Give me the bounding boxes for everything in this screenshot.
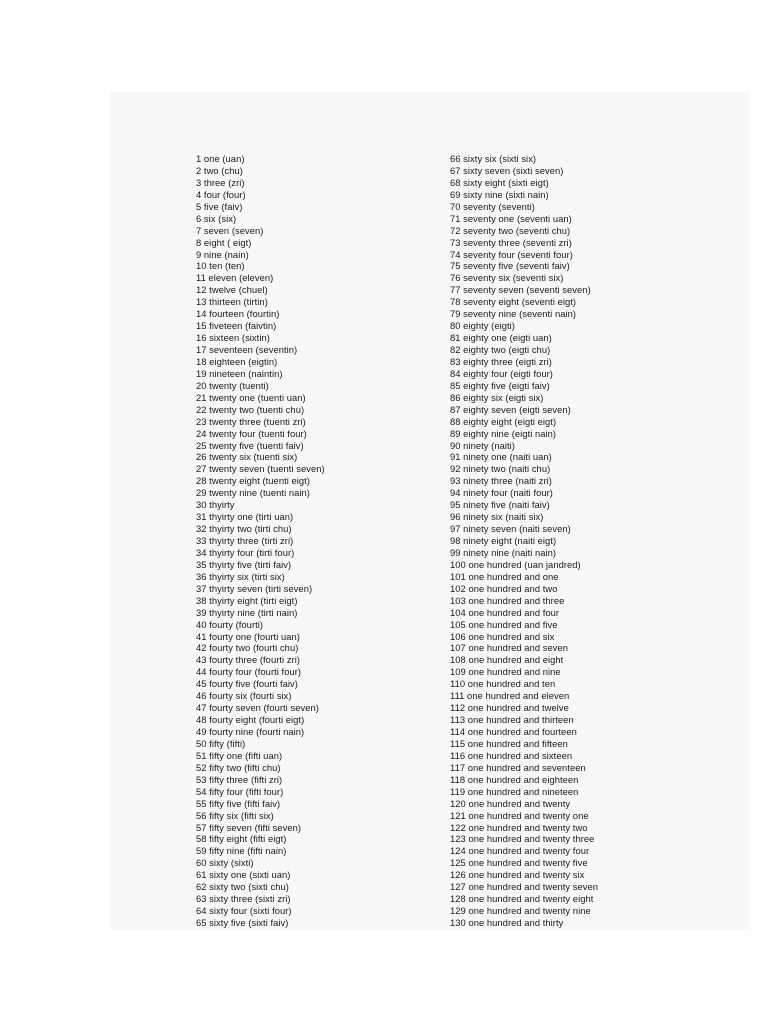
list-item: 12 twelve (chuel) (196, 284, 268, 296)
list-item: 3 three (zri) (196, 176, 245, 188)
list-item: 100 one hundred (uan jandred) (450, 558, 581, 570)
list-item: 93 ninety three (naiti zri) (450, 475, 552, 487)
list-item: 88 eighty eight (eigti eigt) (450, 415, 557, 427)
list-item: 90 ninety (naiti) (450, 439, 515, 451)
list-item: 37 thyirty seven (tirti seven) (196, 582, 313, 594)
list-item: 58 fifty eight (fifti eigt) (196, 833, 287, 845)
list-item: 70 seventy (seventi) (450, 200, 535, 212)
list-item: 61 sixty one (sixti uan) (196, 869, 291, 881)
list-item: 122 one hundred and twenty two (450, 821, 588, 833)
list-item: 109 one hundred and nine (450, 666, 561, 678)
list-item: 54 fifty four (fifti four) (196, 785, 284, 797)
list-item: 38 thyirty eight (tirti eigt) (196, 594, 298, 606)
list-item: 2 two (chu) (196, 164, 243, 176)
list-item: 39 thyirty nine (tirti nain) (196, 606, 298, 618)
list-item: 103 one hundred and three (450, 594, 565, 606)
list-item: 29 twenty nine (tuenti nain) (196, 487, 310, 499)
list-item: 19 nineteen (naintin) (196, 367, 283, 379)
list-item: 78 seventy eight (seventi eigt) (450, 296, 577, 308)
list-item: 126 one hundred and twenty six (450, 869, 585, 881)
list-item: 60 sixty (sixti) (196, 857, 254, 869)
list-item: 87 eighty seven (eigti seven) (450, 403, 571, 415)
list-item: 115 one hundred and fifteen (450, 737, 568, 749)
list-item: 121 one hundred and twenty one (450, 809, 589, 821)
list-item: 118 one hundred and eighteen (450, 773, 579, 785)
list-item: 7 seven (seven) (196, 224, 264, 236)
list-item: 110 one hundred and ten (450, 678, 556, 690)
list-item: 120 one hundred and twenty (450, 797, 571, 809)
list-item: 91 ninety one (naiti uan) (450, 451, 552, 463)
list-item: 68 sixty eight (sixti eigt) (450, 176, 549, 188)
list-item: 111 one hundred and eleven (450, 690, 570, 702)
list-item: 99 ninety nine (naiti nain) (450, 546, 557, 558)
list-item: 14 fourteen (fourtin) (196, 308, 280, 320)
list-item: 79 seventy nine (seventi nain) (450, 308, 577, 320)
list-item: 92 ninety two (naiti chu) (450, 463, 551, 475)
list-item: 75 seventy five (seventi faiv) (450, 260, 570, 272)
list-item: 102 one hundred and two (450, 582, 558, 594)
list-item: 16 sixteen (sixtin) (196, 332, 270, 344)
number-list-left (196, 153, 325, 929)
list-item: 65 sixty five (sixti faiv) (196, 917, 289, 928)
list-item: 46 fourty six (fourti six) (196, 690, 292, 702)
list-item: 31 thyirty one (tirti uan) (196, 511, 294, 523)
list-item: 10 ten (ten) (196, 260, 245, 272)
list-item: 112 one hundred and twelve (450, 702, 569, 714)
list-item: 59 fifty nine (fifti nain) (196, 845, 287, 857)
list-item: 40 fourty (fourti) (196, 618, 264, 630)
list-item: 44 fourty four (fourti four) (196, 666, 302, 678)
list-item: 49 fourty nine (fourti nain) (196, 726, 305, 737)
list-item: 89 eighty nine (eigti nain) (450, 427, 557, 439)
list-item: 107 one hundred and seven (450, 642, 569, 654)
list-item: 95 ninety five (naiti faiv) (450, 499, 550, 511)
list-item: 11 eleven (eleven) (196, 272, 274, 284)
list-item: 66 sixty six (sixti six) (450, 153, 537, 164)
list-item: 72 seventy two (seventi chu) (450, 224, 571, 236)
list-item: 76 seventy six (seventi six) (450, 272, 564, 284)
list-item: 129 one hundred and twenty nine (450, 905, 591, 917)
list-item: 85 eighty five (eigti faiv) (450, 379, 550, 391)
list-item: 45 fourty five (fourti faiv) (196, 678, 298, 690)
list-item: 43 fourty three (fourti zri) (196, 654, 301, 666)
list-item: 83 eighty three (eigti zri) (450, 355, 552, 367)
list-item: 82 eighty two (eigti chu) (450, 344, 551, 355)
list-item: 6 six (six) (196, 212, 237, 224)
list-item: 1 one (uan) (196, 153, 245, 164)
list-item: 56 fifty six (fifti six) (196, 809, 274, 821)
list-item: 50 fifty (fifti) (196, 737, 246, 749)
list-item: 17 seventeen (seventin) (196, 344, 298, 355)
list-item: 21 twenty one (tuenti uan) (196, 391, 306, 403)
list-item: 81 eighty one (eigti uan) (450, 332, 552, 344)
list-item: 106 one hundred and six (450, 630, 555, 642)
list-item: 41 fourty one (fourti uan) (196, 630, 300, 642)
list-item: 62 sixty two (sixti chu) (196, 881, 289, 893)
list-item: 9 nine (nain) (196, 248, 249, 260)
list-item: 18 eighteen (eigtin) (196, 355, 278, 367)
list-item: 113 one hundred and thirteen (450, 714, 574, 726)
list-item: 94 ninety four (naiti four) (450, 487, 553, 499)
list-item: 24 twenty four (tuenti four) (196, 427, 307, 439)
list-item: 53 fifty three (fifti zri) (196, 773, 283, 785)
list-item: 26 twenty six (tuenti six) (196, 451, 298, 463)
list-item: 5 five (faiv) (196, 200, 243, 212)
list-item: 97 ninety seven (naiti seven) (450, 523, 571, 535)
list-item: 27 twenty seven (tuenti seven) (196, 463, 325, 475)
list-item: 105 one hundred and five (450, 618, 558, 630)
list-item: 47 fourty seven (fourti seven) (196, 702, 319, 714)
list-item: 124 one hundred and twenty four (450, 845, 590, 857)
list-item: 30 thyirty (196, 499, 235, 511)
list-item: 127 one hundred and twenty seven (450, 881, 599, 893)
list-item: 15 fiveteen (faivtin) (196, 320, 277, 332)
list-item: 71 seventy one (seventi uan) (450, 212, 572, 224)
list-item: 116 one hundred and sixteen (450, 749, 573, 761)
list-item: 35 thyirty five (tirti faiv) (196, 558, 292, 570)
list-item: 108 one hundred and eight (450, 654, 564, 666)
list-item: 32 thyirty two (tirti chu) (196, 523, 292, 535)
list-item: 104 one hundred and four (450, 606, 560, 618)
list-item: 13 thirteen (tirtin) (196, 296, 268, 308)
list-item: 28 twenty eight (tuenti eigt) (196, 475, 311, 487)
list-item: 42 fourty two (fourti chu) (196, 642, 299, 654)
list-item: 98 ninety eight (naiti eigt) (450, 535, 557, 546)
list-item: 86 eighty six (eigti six) (450, 391, 544, 403)
list-item: 80 eighty (eigti) (450, 320, 515, 332)
list-item: 4 four (four) (196, 188, 246, 200)
list-item: 48 fourty eight (fourti eigt) (196, 714, 305, 726)
list-item: 84 eighty four (eigti four) (450, 367, 553, 379)
list-item: 114 one hundred and fourteen (450, 726, 577, 737)
list-item: 51 fifty one (fifti uan) (196, 749, 283, 761)
list-item: 96 ninety six (naiti six) (450, 511, 544, 523)
list-item: 128 one hundred and twenty eight (450, 893, 594, 905)
list-item: 130 one hundred and thirty (450, 917, 564, 928)
list-item: 67 sixty seven (sixti seven) (450, 164, 564, 176)
list-item: 101 one hundred and one (450, 570, 559, 582)
list-item: 36 thyirty six (tirti six) (196, 570, 285, 582)
list-item: 125 one hundred and twenty five (450, 857, 588, 869)
list-item: 123 one hundred and twenty three (450, 833, 595, 845)
list-item: 8 eight ( eigt) (196, 236, 252, 248)
list-item: 63 sixty three (sixti zri) (196, 893, 291, 905)
list-item: 20 twenty (tuenti) (196, 379, 269, 391)
list-item: 73 seventy three (seventi zri) (450, 236, 572, 248)
list-item: 22 twenty two (tuenti chu) (196, 403, 305, 415)
list-item: 119 one hundred and nineteen (450, 785, 579, 797)
list-item: 117 one hundred and seventeen (450, 761, 586, 773)
list-item: 77 seventy seven (seventi seven) (450, 284, 591, 296)
list-item: 52 fifty two (fifti chu) (196, 761, 281, 773)
list-item: 55 fifty five (fifti faiv) (196, 797, 281, 809)
list-item: 25 twenty five (tuenti faiv) (196, 439, 304, 451)
list-item: 33 thyirty three (tirti zri) (196, 535, 294, 546)
number-list-right (450, 153, 598, 929)
list-item: 69 sixty nine (sixti nain) (450, 188, 549, 200)
list-item: 64 sixty four (sixti four) (196, 905, 292, 917)
list-item: 23 twenty three (tuenti zri) (196, 415, 306, 427)
list-item: 57 fifty seven (fifti seven) (196, 821, 302, 833)
list-item: 74 seventy four (seventi four) (450, 248, 573, 260)
list-item: 34 thyirty four (tirti four) (196, 546, 295, 558)
